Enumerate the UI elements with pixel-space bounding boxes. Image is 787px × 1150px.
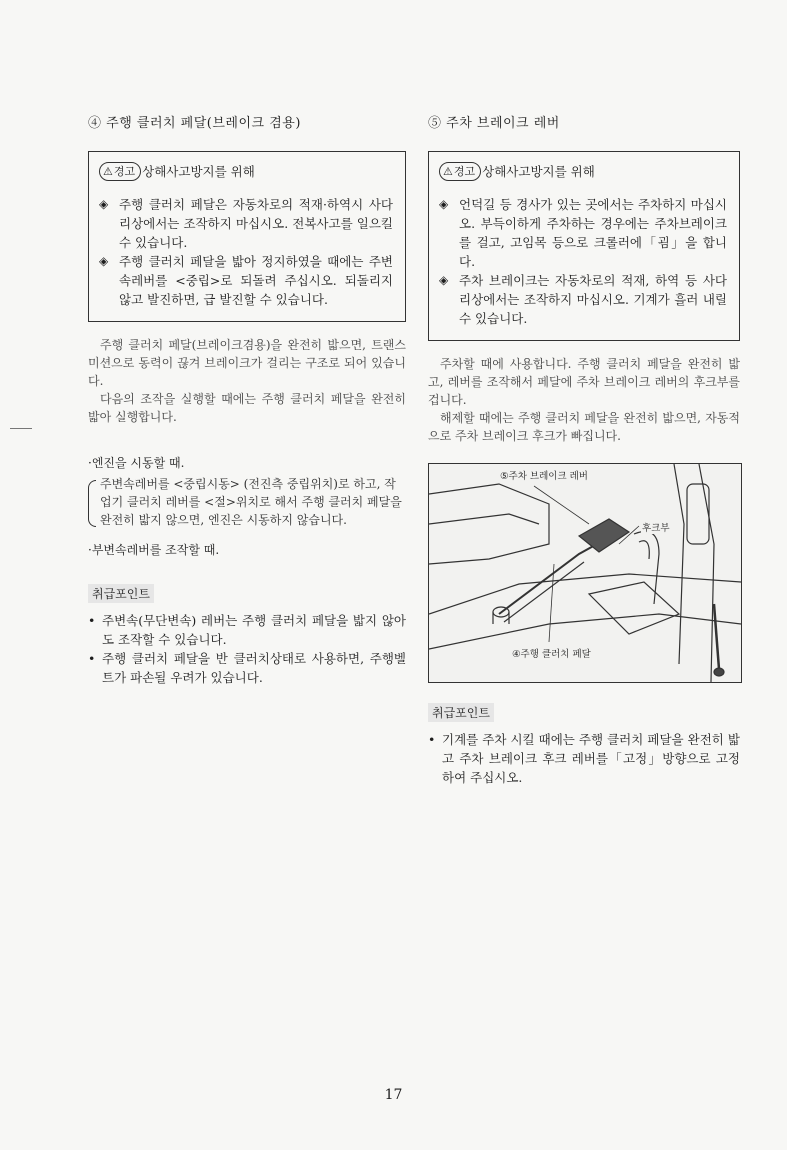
- warning-badge-label: 경고: [453, 165, 476, 178]
- page-number: 17: [384, 1087, 403, 1103]
- warning-heading: 상해사고방지를 위해: [482, 164, 595, 179]
- diamond-bullet-icon: ◈: [439, 197, 449, 211]
- paragraph: 해제할 때에는 주행 클러치 페달을 완전히 밟으면, 자동적으로 주차 브레이크 후크가 빠집니다.: [428, 411, 740, 443]
- warning-item: [99, 195, 393, 252]
- paragraph: 다음의 조작을 실행할 때에는 주행 클러치 페달을 완전히 밟아 실행합니다.: [88, 392, 406, 424]
- tip-list: [88, 611, 406, 687]
- engine-start-heading: ·엔진을 시동할 때.: [88, 456, 185, 470]
- paragraph: 주차할 때에 사용합니다. 주행 클러치 페달을 완전히 밟고, 레버를 조작해서 페달에 주차 브레이크 레버의 후크부를 겁니다.: [428, 357, 740, 407]
- section-title-clutch-pedal: ④ 주행 클러치 페달(브레이크 겸용): [88, 116, 301, 131]
- warning-badge-label: 경고: [113, 165, 136, 178]
- list-item: [88, 649, 406, 687]
- figure-label-parking-lever: ⑤주차 브레이크 레버: [499, 468, 589, 482]
- tip-label: 취급포인트: [428, 703, 494, 722]
- warning-item: [99, 252, 393, 309]
- warning-badge: [439, 162, 481, 181]
- diamond-bullet-icon: ◈: [439, 273, 449, 287]
- tip-list: [428, 730, 740, 787]
- bullet-dot-icon: •: [428, 732, 436, 747]
- warning-item: [439, 271, 727, 328]
- warning-box: [428, 151, 740, 341]
- subshift-heading: ·부변속레버를 조작할 때.: [88, 543, 220, 557]
- margin-mark: [10, 428, 32, 429]
- diamond-bullet-icon: ◈: [99, 197, 109, 211]
- warning-item-text: 주차 브레이크는 자동차로의 적재, 하역 등 사다리상에서는 조작하지 마십시오. 기계가 흘러 내릴 수 있습니다.: [459, 273, 727, 326]
- figure-label-hook: 후크부: [641, 520, 671, 534]
- warning-item: [439, 195, 727, 271]
- figure-label-clutch-pedal: ④주행 클러치 페달: [511, 646, 592, 660]
- warning-badge: [99, 162, 141, 181]
- bullet-dot-icon: •: [88, 651, 96, 666]
- section-title-parking-brake: ⑤ 주차 브레이크 레버: [428, 116, 560, 131]
- right-column: [428, 112, 740, 787]
- warning-header: [99, 162, 393, 181]
- list-item: [428, 730, 740, 787]
- diamond-bullet-icon: ◈: [99, 254, 109, 268]
- paragraph: 주행 클러치 페달(브레이크겸용)을 완전히 밟으면, 트랜스미션으로 동력이 끊겨 브레이크가 걸리는 구조로 되어 있습니다.: [88, 338, 406, 388]
- warning-header: [439, 162, 727, 181]
- warning-item-text: 주행 클러치 페달은 자동차로의 적재·하역시 사다리상에서는 조작하지 마십시오. 전복사고를 일으킬 수 있습니다.: [119, 197, 393, 250]
- tip-text: 기계를 주차 시킬 때에는 주행 클러치 페달을 완전히 밟고 주차 브레이크 후크 레버를「고정」방향으로 고정하여 주십시오.: [442, 732, 740, 785]
- engine-start-note: 주변속레버를 <중립시동> (전진측 중립위치)로 하고, 작업기 클러치 레버를 <절>위치로 해서 주행 클러치 페달을 완전히 밟지 않으면, 엔진은 시동하지 않습니다.: [88, 475, 406, 529]
- warning-triangle-icon: ⚠: [443, 165, 453, 178]
- tip-label: 취급포인트: [88, 584, 154, 603]
- warning-triangle-icon: ⚠: [103, 165, 113, 178]
- warning-heading: 상해사고방지를 위해: [142, 164, 255, 179]
- list-item: [88, 611, 406, 649]
- left-column: [88, 112, 406, 687]
- warning-item-text: 언덕길 등 경사가 있는 곳에서는 주차하지 마십시오. 부득이하게 주차하는 경우에는 주차브레이크를 걸고, 고임목 등으로 크롤러에「굄」을 합니다.: [459, 197, 727, 269]
- tip-text: 주행 클러치 페달을 반 클러치상태로 사용하면, 주행벨트가 파손될 우려가 있습니다.: [102, 651, 406, 685]
- tip-text: 주변속(무단변속) 레버는 주행 클러치 페달을 밟지 않아도 조작할 수 있습니다.: [102, 613, 406, 647]
- bullet-dot-icon: •: [88, 613, 96, 628]
- warning-item-text: 주행 클러치 페달을 밟아 정지하였을 때에는 주변속레버를 <중립>로 되돌려 주십시오. 되돌리지 않고 발진하면, 급 발진할 수 있습니다.: [119, 254, 393, 307]
- parking-brake-figure: [428, 463, 742, 683]
- warning-box: [88, 151, 406, 322]
